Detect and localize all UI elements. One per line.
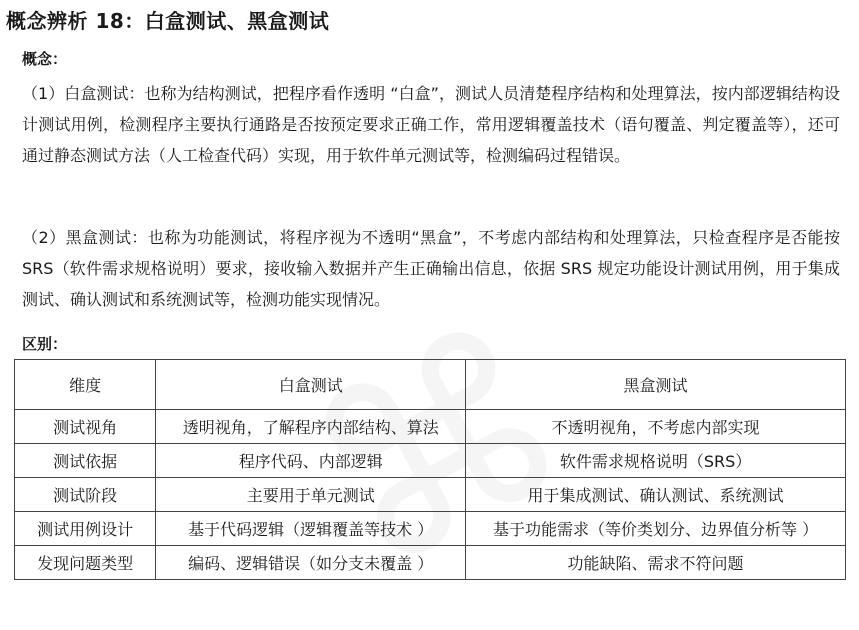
table-row: [15, 512, 846, 546]
row-whitebox: 主要用于单元测试: [156, 478, 466, 512]
header-blackbox: 黑盒测试: [466, 360, 846, 410]
row-blackbox: 不透明视角，不考虑内部实现: [466, 410, 846, 444]
row-dimension: 发现问题类型: [15, 546, 156, 580]
header-dimension: 维度: [15, 360, 156, 410]
row-blackbox: 基于功能需求（等价类划分、边界值分析等 ）: [466, 512, 846, 546]
row-blackbox: 功能缺陷、需求不符问题: [466, 546, 846, 580]
row-whitebox: 编码、逻辑错误（如分支未覆盖 ）: [156, 546, 466, 580]
row-whitebox: 基于代码逻辑（逻辑覆盖等技术 ）: [156, 512, 466, 546]
row-whitebox: 透明视角，了解程序内部结构、算法: [156, 410, 466, 444]
table-row: [15, 410, 846, 444]
row-dimension: 测试阶段: [15, 478, 156, 512]
comparison-table: [14, 359, 846, 580]
row-whitebox: 程序代码、内部逻辑: [156, 444, 466, 478]
table-row: [15, 478, 846, 512]
blackbox-paragraph: （2）黑盒测试：也称为功能测试，将程序视为不透明“黑盒”，不考虑内部结构和处理算法，只检查程序是否能按 SRS（软件需求规格说明）要求，接收输入数据并产生正确输出信息，依据 SRS 规定功能设计测试用例，用于集成测试、确认测试和系统测试等，检测功能实现情况。: [22, 228, 840, 309]
table-header-row: [15, 360, 846, 410]
page-title: 概念辨析 18：白盒测试、黑盒测试: [6, 9, 330, 33]
row-dimension: 测试用例设计: [15, 512, 156, 546]
diff-heading: 区别：: [22, 335, 68, 353]
row-blackbox: 软件需求规格说明（SRS）: [466, 444, 846, 478]
row-dimension: 测试视角: [15, 410, 156, 444]
concept-heading: 概念：: [22, 50, 68, 68]
row-dimension: 测试依据: [15, 444, 156, 478]
table-row: [15, 444, 846, 478]
table-row: [15, 546, 846, 580]
row-blackbox: 用于集成测试、确认测试、系统测试: [466, 478, 846, 512]
header-whitebox: 白盒测试: [156, 360, 466, 410]
whitebox-paragraph: （1）白盒测试：也称为结构测试，把程序看作透明 “白盒”，测试人员清楚程序结构和处理算法，按内部逻辑结构设计测试用例，检测程序主要执行通路是否按预定要求正确工作，常用逻辑覆盖技术（语句覆盖、判定覆盖等），还可通过静态测试方法（人工检查代码）实现，用于软件单元测试等，检测编码过程错误。: [22, 84, 840, 165]
